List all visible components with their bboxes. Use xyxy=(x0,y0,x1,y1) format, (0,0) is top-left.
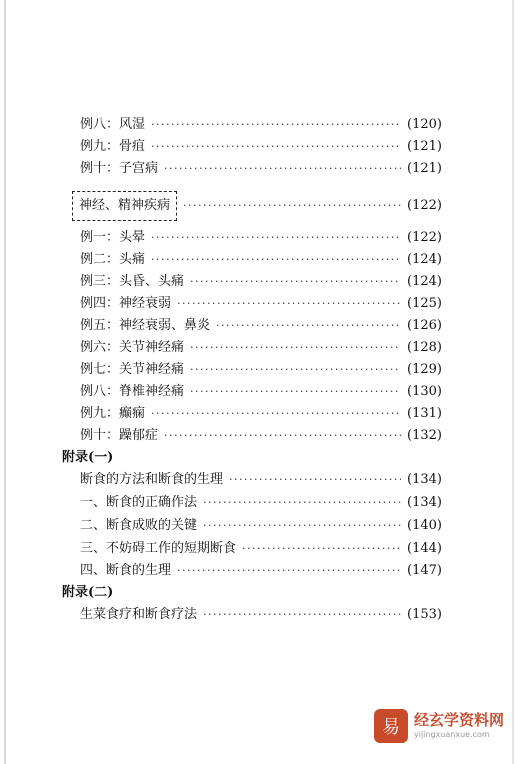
toc-entry[interactable] xyxy=(80,360,442,380)
toc-entry-page: (124) xyxy=(407,274,442,289)
toc-entry-label: 例一：头晕 xyxy=(80,230,146,245)
toc-entry-label: 例二：头痛 xyxy=(80,252,146,267)
toc-leader-dots xyxy=(190,360,401,380)
toc-entry-label: 例五：神经衰弱、鼻炎 xyxy=(80,318,211,333)
toc-entry-label: 断食的方法和断食的生理 xyxy=(80,472,224,487)
toc-leader-dots xyxy=(151,404,401,424)
toc-entry[interactable] xyxy=(80,539,442,559)
toc-entry-page: (134) xyxy=(407,495,442,510)
toc-entry-label: 例三：头昏、头痛 xyxy=(80,274,185,289)
toc-entry[interactable] xyxy=(80,272,442,292)
toc-entry-page: (128) xyxy=(407,340,442,355)
watermark-title: 经玄学资料网 xyxy=(414,711,505,729)
page-right-edge xyxy=(512,0,514,764)
toc-entry[interactable] xyxy=(80,137,442,157)
svg-text:易: 易 xyxy=(382,717,400,738)
toc-entry-page: (129) xyxy=(407,362,442,377)
toc-entry[interactable] xyxy=(80,493,442,513)
toc-entry-label: 例七：关节神经痛 xyxy=(80,362,185,377)
toc-entry-page: (121) xyxy=(407,161,442,176)
toc-entry[interactable] xyxy=(80,316,442,336)
toc-entry-label: 例八：脊椎神经痛 xyxy=(80,384,185,399)
toc-entry-page: (134) xyxy=(407,472,442,487)
toc-leader-dots xyxy=(164,159,401,179)
toc-entry-label: 四、断食的生理 xyxy=(80,563,172,578)
toc-entry-page: (130) xyxy=(407,384,442,399)
toc-entry[interactable] xyxy=(80,561,442,581)
watermark-text xyxy=(414,711,504,741)
toc-entry[interactable] xyxy=(80,605,442,625)
toc-leader-dots xyxy=(177,561,401,581)
toc-chapter-entry[interactable] xyxy=(80,196,442,216)
toc-entry[interactable] xyxy=(80,250,442,270)
toc-entry-label: 例六：关节神经痛 xyxy=(80,340,185,355)
toc-leader-dots xyxy=(151,250,401,270)
yi-glyph-icon xyxy=(378,713,404,739)
toc-entry-page: (120) xyxy=(407,117,442,132)
toc-entry-label: 例四：神经衰弱 xyxy=(80,296,172,311)
toc-entry-page: (140) xyxy=(407,518,442,533)
toc-entry[interactable] xyxy=(80,159,442,179)
page-left-edge xyxy=(4,0,6,764)
toc-entry[interactable] xyxy=(80,294,442,314)
toc-entry[interactable] xyxy=(80,426,442,446)
toc-entry-label: 例八：风湿 xyxy=(80,117,146,132)
toc-entry-label: 例九：癫痫 xyxy=(80,406,146,421)
appendix-2-heading: 附录(二) xyxy=(62,585,114,600)
toc-entry-label: 三、不妨碍工作的短期断食 xyxy=(80,541,237,556)
toc-leader-dots xyxy=(183,196,401,216)
toc-entry-page: (153) xyxy=(407,607,442,622)
toc-entry-page: (125) xyxy=(407,296,442,311)
yi-logo-icon xyxy=(374,709,408,743)
toc-leader-dots xyxy=(203,493,401,513)
toc-entry-page: (122) xyxy=(407,230,442,245)
toc-entry-label: 例十：子宫病 xyxy=(80,161,159,176)
toc-leader-dots xyxy=(203,605,401,625)
toc-entry-label: 一、断食的正确作法 xyxy=(80,495,198,510)
toc-leader-dots xyxy=(242,539,401,559)
toc-entry-label: 例九：骨疽 xyxy=(80,139,146,154)
toc-leader-dots xyxy=(190,382,401,402)
toc-entry[interactable] xyxy=(80,404,442,424)
toc-entry-page: (122) xyxy=(407,198,442,213)
toc-entry[interactable] xyxy=(80,228,442,248)
toc-entry-page: (124) xyxy=(407,252,442,267)
toc-leader-dots xyxy=(151,137,401,157)
toc-entry[interactable] xyxy=(80,338,442,358)
toc-leader-dots xyxy=(190,338,401,358)
toc-entry-label: 生菜食疗和断食疗法 xyxy=(80,607,198,622)
toc-leader-dots xyxy=(216,316,401,336)
toc-entry[interactable] xyxy=(80,470,442,490)
toc-leader-dots xyxy=(151,115,401,135)
toc-leader-dots xyxy=(190,272,401,292)
toc-chapter-label: 神经、精神疾病 xyxy=(72,191,177,221)
toc-entry-page: (147) xyxy=(407,563,442,578)
toc-entry-page: (131) xyxy=(407,406,442,421)
toc-entry-label: 例十：躁郁症 xyxy=(80,428,159,443)
toc-entry-label: 二、断食成败的关键 xyxy=(80,518,198,533)
toc-entry-page: (144) xyxy=(407,541,442,556)
toc-entry-page: (132) xyxy=(407,428,442,443)
toc-leader-dots xyxy=(164,426,401,446)
toc-entry[interactable] xyxy=(80,115,442,135)
appendix-1-heading: 附录(一) xyxy=(62,450,114,465)
toc-leader-dots xyxy=(177,294,401,314)
toc-leader-dots xyxy=(151,228,401,248)
site-watermark xyxy=(374,704,504,748)
watermark-url: yijingxuanxue.com xyxy=(414,730,490,739)
toc-entry[interactable] xyxy=(80,516,442,536)
toc-leader-dots xyxy=(203,516,401,536)
toc-entry-page: (126) xyxy=(407,318,442,333)
toc-entry[interactable] xyxy=(80,382,442,402)
toc-entry-page: (121) xyxy=(407,139,442,154)
toc-leader-dots xyxy=(229,470,401,490)
